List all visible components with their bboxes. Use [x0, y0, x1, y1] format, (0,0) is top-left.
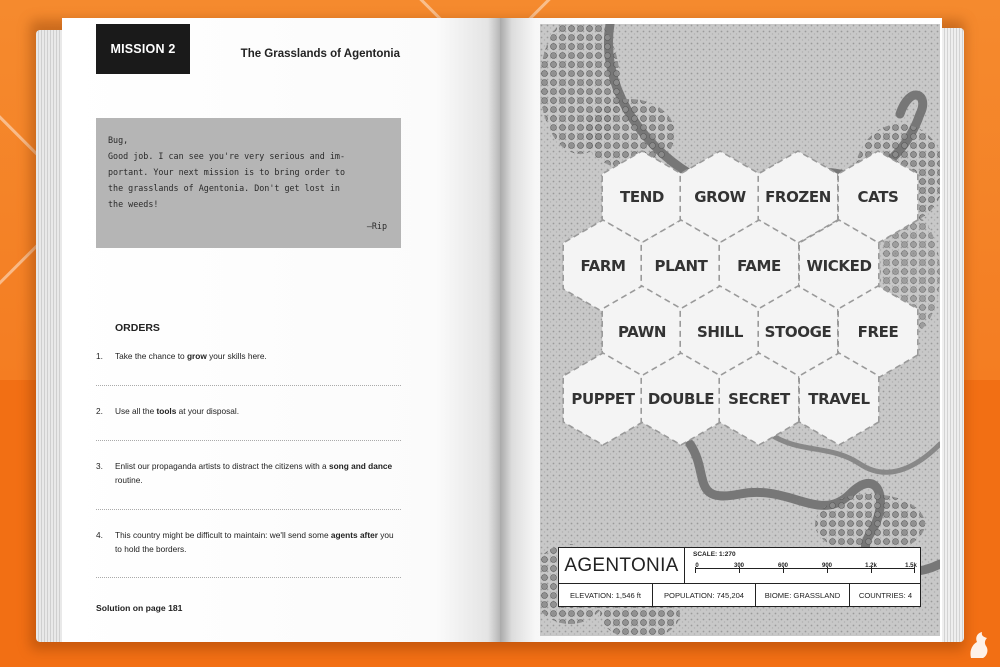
map-info-box	[558, 547, 921, 607]
publisher-logo-icon	[965, 630, 993, 660]
hex-word: FREE	[857, 323, 899, 341]
scale-number: 900	[821, 563, 833, 569]
letter-line: Bug,	[108, 135, 129, 145]
scale-number: 0	[695, 563, 699, 569]
letter-signature: —Rip	[366, 221, 387, 231]
orders-heading: ORDERS	[115, 322, 160, 334]
hex-word: SHILL	[696, 323, 744, 341]
hex-word: WICKED	[806, 257, 872, 275]
hex-word: FAME	[737, 257, 781, 275]
scale-label: SCALE: 1:270	[693, 551, 736, 558]
book-gutter	[488, 18, 512, 642]
letter-line: the grasslands of Agentonia. Don't get lost in	[108, 183, 340, 193]
stat-biome: BIOME: GRASSLAND	[756, 584, 850, 607]
answer-line	[96, 577, 401, 578]
hex-word: SECRET	[728, 390, 790, 408]
hex-word: STOOGE	[764, 323, 832, 341]
mission-tag: MISSION 2	[96, 24, 190, 74]
scale-number: 1.5k	[905, 563, 917, 569]
order-text: Take the chance to grow your skills here.	[115, 351, 267, 361]
answer-line	[96, 385, 401, 386]
letter-line: Good job. I can see you're very serious and im-	[108, 151, 345, 161]
order-number: 3.	[96, 461, 103, 471]
hex-word: PUPPET	[571, 390, 635, 408]
stat-elevation: ELEVATION: 1,546 ft	[559, 584, 653, 607]
stat-countries: COUNTRIES: 4	[858, 591, 913, 600]
order-number: 4.	[96, 530, 103, 540]
letter-line: the weeds!	[108, 199, 159, 209]
stat-population: POPULATION: 745,204	[653, 584, 756, 607]
hex-word: GROW	[694, 188, 746, 206]
scale-bar	[685, 548, 921, 584]
scale-line	[695, 568, 915, 569]
scale-number: 600	[777, 563, 789, 569]
map-stats	[559, 584, 921, 607]
scale-number: 300	[733, 563, 745, 569]
hex-word: CATS	[857, 188, 899, 206]
solution-reference: Solution on page 181	[96, 603, 183, 613]
order-number: 2.	[96, 406, 103, 416]
country-name: AGENTONIA	[559, 548, 685, 584]
answer-line	[96, 509, 401, 510]
mission-title: The Grasslands of Agentonia	[240, 48, 400, 60]
hex-word: PAWN	[617, 323, 667, 341]
order-text: Enlist our propaganda artists to distract the citizens with a song and dance routine.	[115, 461, 393, 485]
hex-word: PLANT	[654, 257, 708, 275]
order-number: 1.	[96, 351, 103, 361]
hex-word: TEND	[620, 188, 664, 206]
answer-line	[96, 440, 401, 441]
hex-word: FARM	[580, 257, 626, 275]
hex-word: DOUBLE	[647, 390, 715, 408]
order-text: This country might be difficult to maintain: we'll send some agents after you to hold the borders.	[115, 530, 394, 554]
map-illustration	[540, 24, 940, 636]
letter-box	[96, 118, 401, 248]
letter-line: portant. Your next mission is to bring order to	[108, 167, 345, 177]
order-text: Use all the tools at your disposal.	[115, 406, 240, 416]
hex-word: TRAVEL	[808, 390, 870, 408]
scale-number: 1.2k	[865, 563, 877, 569]
hex-word: FROZEN	[765, 188, 831, 206]
